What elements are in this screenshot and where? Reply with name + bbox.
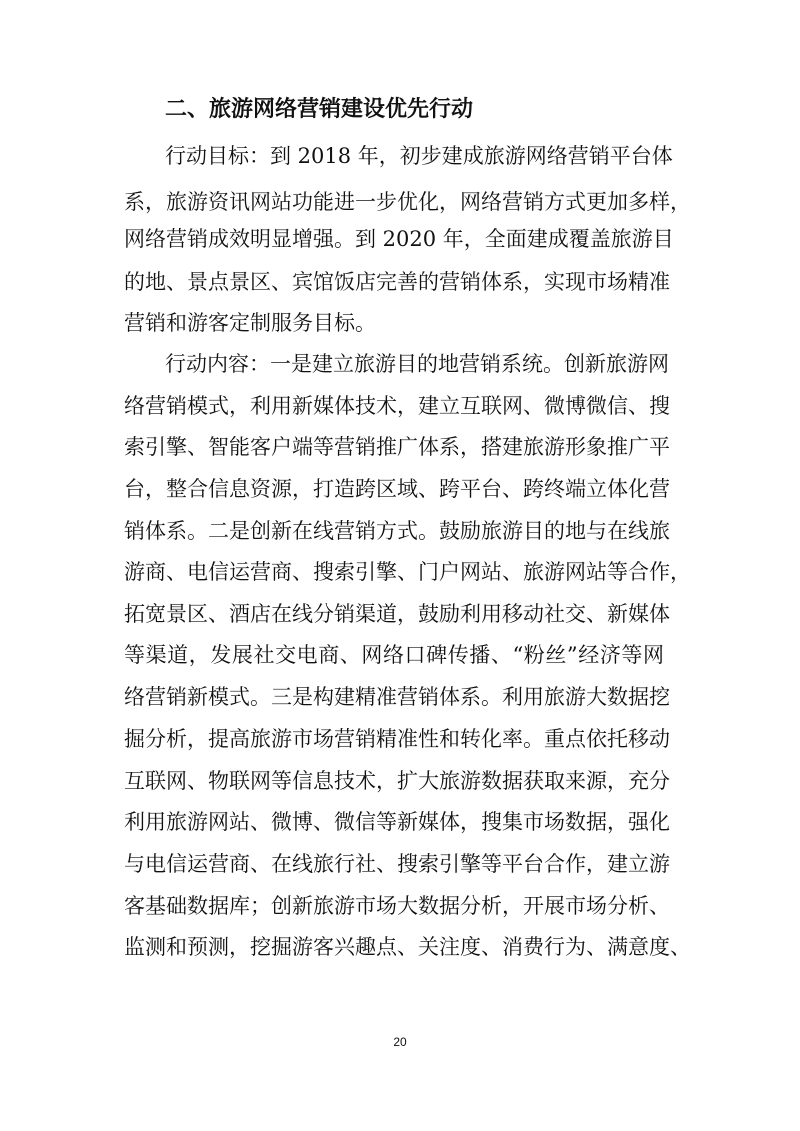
- section-heading: 二、旅游网络营销建设优先行动: [165, 97, 474, 122]
- paragraph-1-line-3: 网络营销成效明显增强。到 2020 年，全面建成覆盖旅游目: [124, 227, 674, 251]
- paragraph-2-line-14: 客基础数据库；创新旅游市场大数据分析，开展市场分析、: [124, 894, 670, 918]
- paragraph-2-line-8: 等渠道，发展社交电商、网络口碑传播、“粉丝”经济等网: [124, 643, 664, 667]
- paragraph-1-line-2: 系，旅游资讯网站功能进一步优化，网络营销方式更加多样，: [124, 190, 691, 214]
- page-number: 20: [393, 1035, 407, 1049]
- paragraph-1-line-4: 的地、景点景区、宾馆饭店完善的营销体系，实现市场精准: [124, 270, 670, 294]
- paragraph-2-line-9: 络营销新模式。三是构建精准营销体系。利用旅游大数据挖: [124, 685, 670, 709]
- paragraph-2-line-2: 络营销模式，利用新媒体技术，建立互联网、微博微信、搜: [124, 394, 670, 418]
- paragraph-2-line-13: 与电信运营商、在线旅行社、搜索引擎等平台合作，建立游: [124, 852, 670, 876]
- paragraph-2-line-5: 销体系。二是创新在线营销方式。鼓励旅游目的地与在线旅: [124, 519, 670, 543]
- paragraph-2-line-11: 互联网、物联网等信息技术，扩大旅游数据获取来源，充分: [124, 769, 670, 793]
- paragraph-1-line-1: 行动目标：到 2018 年，初步建成旅游网络营销平台体: [165, 144, 673, 168]
- paragraph-2-line-10: 掘分析，提高旅游市场营销精准性和转化率。重点依托移动: [124, 727, 670, 751]
- paragraph-2-line-3: 索引擎、智能客户端等营销推广体系，搭建旅游形象推广平: [124, 435, 670, 459]
- paragraph-2-line-1: 行动内容：一是建立旅游目的地营销系统。创新旅游网: [165, 352, 669, 376]
- paragraph-2-line-15: 监测和预测，挖掘游客兴趣点、关注度、消费行为、满意度、: [124, 935, 691, 959]
- paragraph-1-line-5: 营销和游客定制服务目标。: [124, 311, 376, 335]
- paragraph-2-line-7: 拓宽景区、酒店在线分销渠道，鼓励利用移动社交、新媒体: [124, 602, 670, 626]
- paragraph-2-line-4: 台，整合信息资源，打造跨区域、跨平台、跨终端立体化营: [124, 477, 670, 501]
- paragraph-2-line-6: 游商、电信运营商、搜索引擎、门户网站、旅游网站等合作，: [124, 560, 691, 584]
- paragraph-2-line-12: 利用旅游网站、微博、微信等新媒体，搜集市场数据，强化: [124, 810, 670, 834]
